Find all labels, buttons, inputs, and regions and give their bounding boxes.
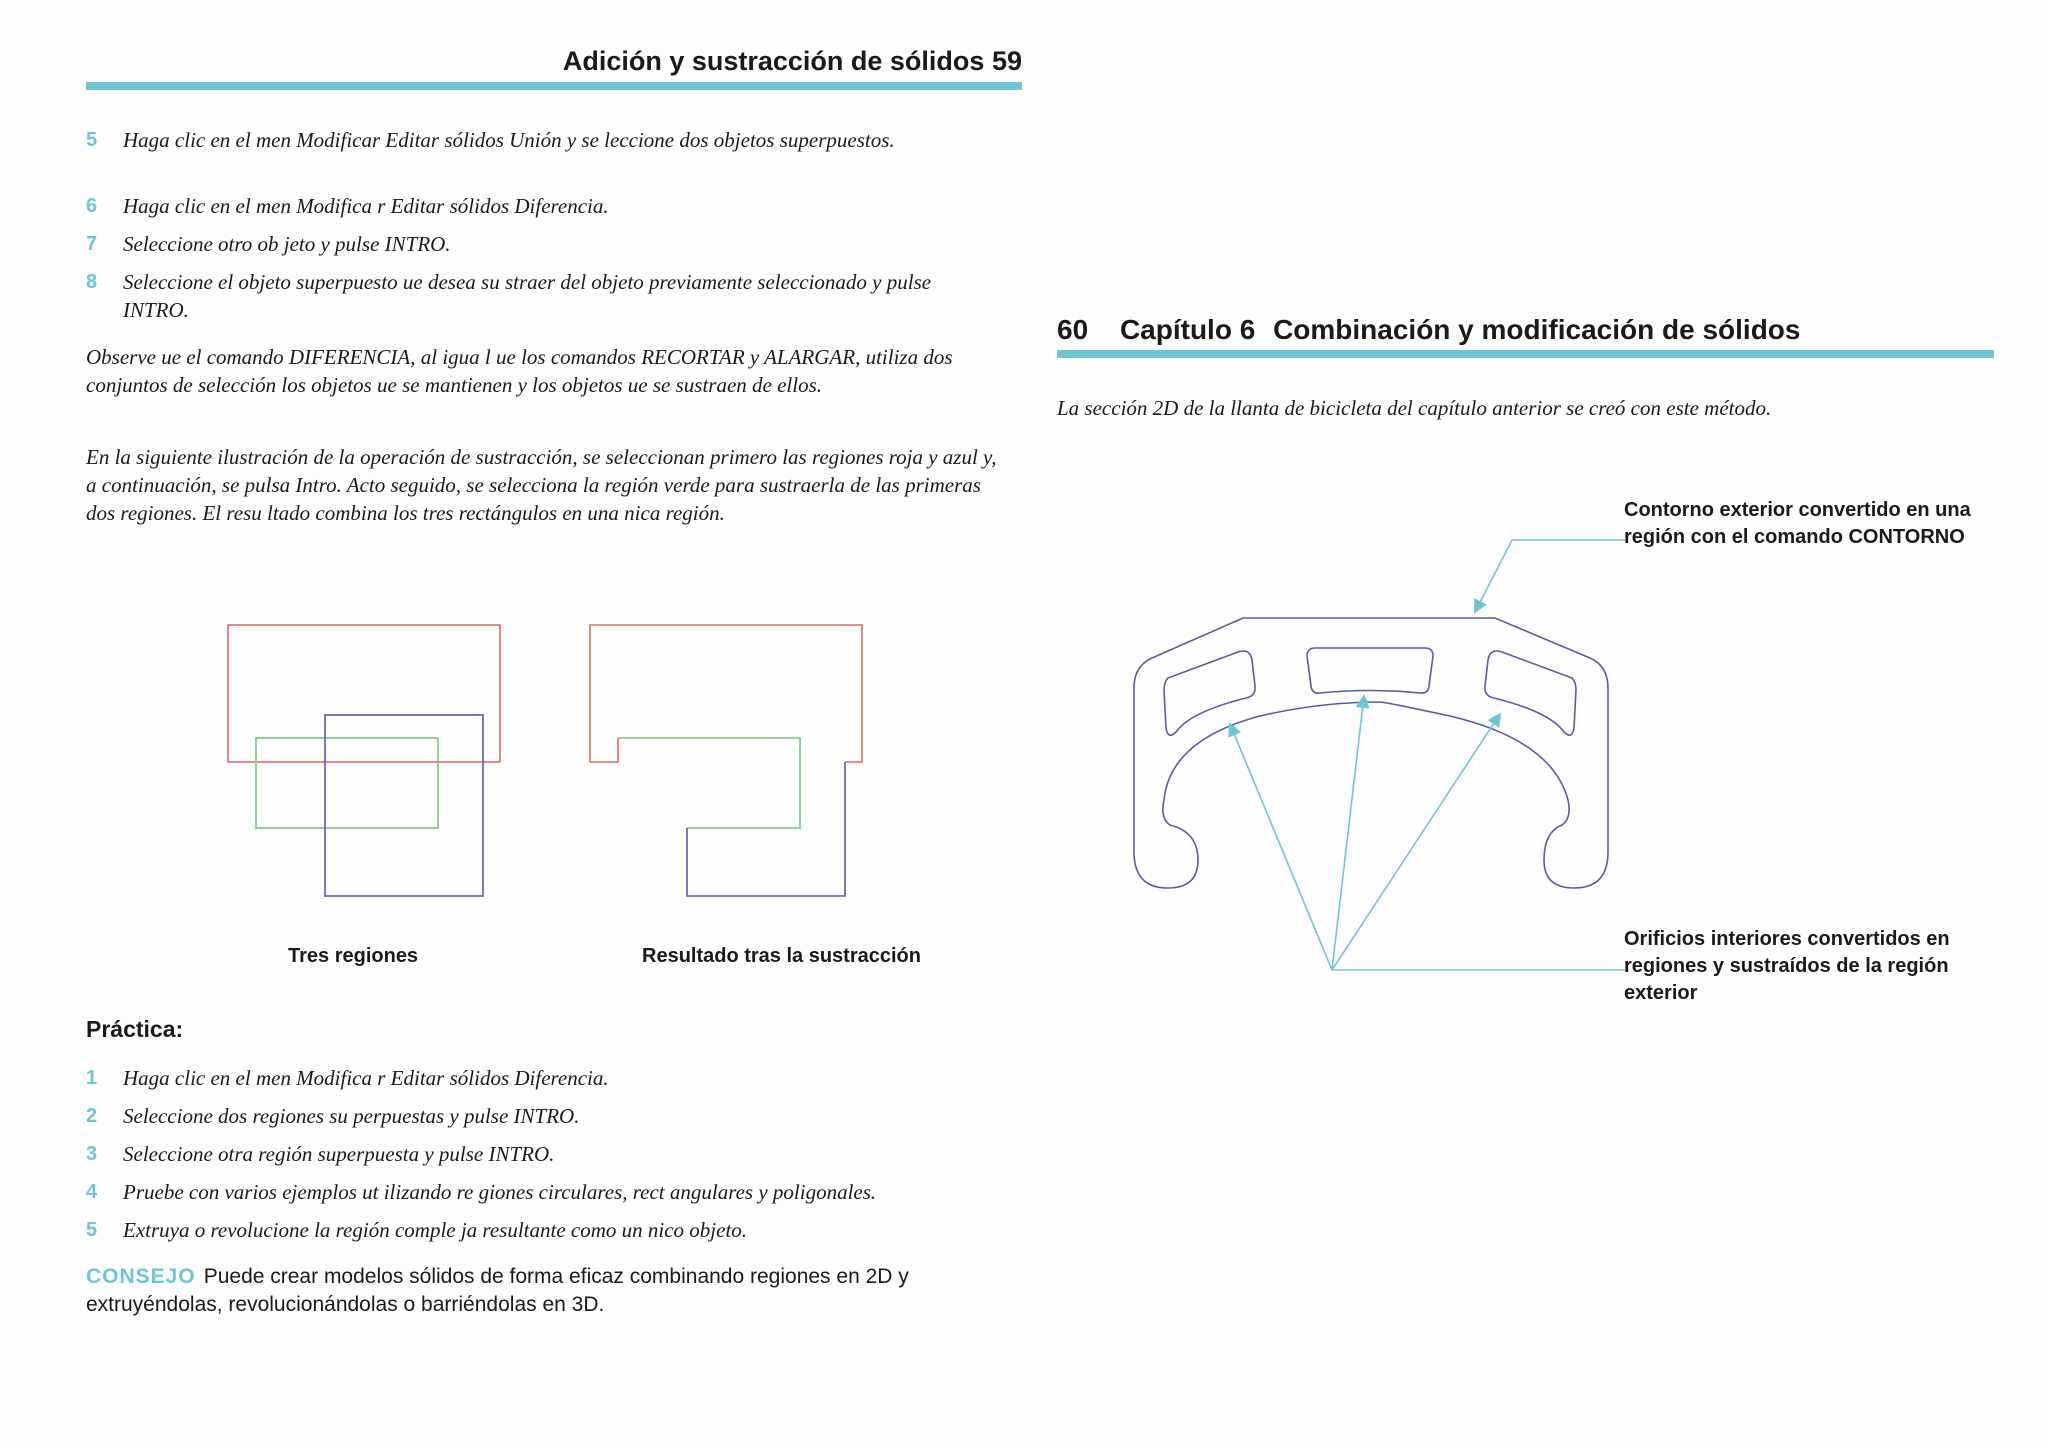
step-number: 2 [86, 1105, 98, 1127]
regions-figure [200, 615, 900, 905]
step-text: Seleccione el objeto superpuesto ue desea su straer del objeto previamente seleccionado y pulse INTRO. [123, 270, 932, 322]
step-text: Haga clic en el men Modificar Editar sólidos Unión y se leccione dos objetos superpuestos. [123, 128, 895, 152]
chapter-title: Combinación y modificación de sólidos [1273, 314, 1801, 345]
tip-block [86, 1263, 1016, 1319]
step-7 [86, 230, 1006, 258]
blue-region [325, 715, 483, 896]
left-header-title: Adición y sustracción de sólidos [562, 46, 985, 76]
green-region [256, 738, 438, 828]
callout-outer-contour: Contorno exterior convertido en una región con el comando CONTORNO [1624, 499, 1971, 548]
rim-hole-left [1164, 651, 1255, 735]
chapter-label: Capítulo 6 [1119, 314, 1256, 345]
step-number: 5 [86, 1219, 98, 1241]
step-text: Seleccione dos regiones su perpuestas y pulse INTRO. [123, 1104, 580, 1128]
step-number: 8 [86, 271, 98, 293]
left-header-text [563, 46, 1022, 77]
left-page-number: 59 [991, 46, 1022, 76]
top-callout-leader [1475, 540, 1625, 612]
leader-to-left-hole [1230, 724, 1332, 970]
paragraph-diferencia: Observe ue el comando DIFERENCIA, al igua l ue los comandos RECORTAR y ALARGAR, utiliza dos conjuntos de selección los objetos ue se mantienen y los objetos ue se sustraen de ellos. [86, 345, 953, 397]
step-number: 6 [86, 195, 98, 217]
practice-step-2 [86, 1102, 1006, 1130]
step-text: Haga clic en el men Modifica r Editar sólidos Diferencia. [123, 1066, 609, 1090]
tip-text: Puede crear modelos sólidos de forma eficaz combinando regiones en 2D y extruyéndolas, revolucionándolas o barriéndolas en 3D. [86, 1265, 909, 1316]
step-text: Seleccione otra región superpuesta y pulse INTRO. [123, 1142, 555, 1166]
practice-heading: Práctica: [86, 1016, 184, 1042]
red-region [228, 625, 500, 762]
left-page-header [86, 46, 1022, 86]
right-header-rule [1057, 350, 1994, 358]
left-header-rule [86, 82, 1022, 90]
practice-step-3 [86, 1140, 1006, 1168]
step-number: 3 [86, 1143, 98, 1165]
step-8 [86, 268, 1006, 324]
caption-three-regions: Tres regiones [288, 945, 419, 967]
rim-hole-center [1307, 648, 1433, 693]
paragraph-illustration: En la siguiente ilustración de la operación de sustracción, se seleccionan primero las regiones roja y azul y, a continuación, se pulsa Intro. Acto seguido, se selecciona la región verde para sustraerla de las primeras dos regiones. El resu ltado combina los tres rectángulos en una nica región. [86, 445, 997, 525]
step-number: 5 [86, 129, 98, 151]
rim-outer-contour [1134, 618, 1608, 888]
result-green-cut [618, 738, 800, 828]
step-6 [86, 192, 1006, 220]
right-page-number: 60 [1057, 314, 1089, 345]
result-blue-outline [687, 762, 845, 896]
step-number: 7 [86, 233, 98, 255]
step-number: 1 [86, 1067, 98, 1089]
step-text: Extruya o revolucione la región comple ja resultante como un nico objeto. [123, 1218, 748, 1242]
right-intro: La sección 2D de la llanta de bicicleta del capítulo anterior se creó con este método. [1057, 396, 1772, 420]
step-text: Pruebe con varios ejemplos ut ilizando re giones circulares, rect angulares y poligonales. [123, 1180, 877, 1204]
step-text: Haga clic en el men Modifica r Editar sólidos Diferencia. [123, 194, 609, 218]
practice-step-5 [86, 1216, 1006, 1244]
step-text: Seleccione otro ob jeto y pulse INTRO. [123, 232, 451, 256]
result-red-notch [590, 738, 618, 762]
tip-label: CONSEJO [86, 1265, 196, 1288]
callout-inner-holes: Orificios interiores convertidos en regiones y sustraídos de la región exterior [1624, 928, 1950, 1004]
result-red-outline [590, 625, 862, 762]
practice-step-1 [86, 1064, 1006, 1092]
step-number: 4 [86, 1181, 98, 1203]
right-page-header [1057, 314, 1800, 346]
practice-step-4 [86, 1178, 1006, 1206]
rim-section-figure [1120, 500, 1640, 1000]
step-5 [86, 126, 1006, 154]
caption-subtraction-result: Resultado tras la sustracción [642, 945, 921, 967]
rim-hole-right [1485, 651, 1576, 735]
